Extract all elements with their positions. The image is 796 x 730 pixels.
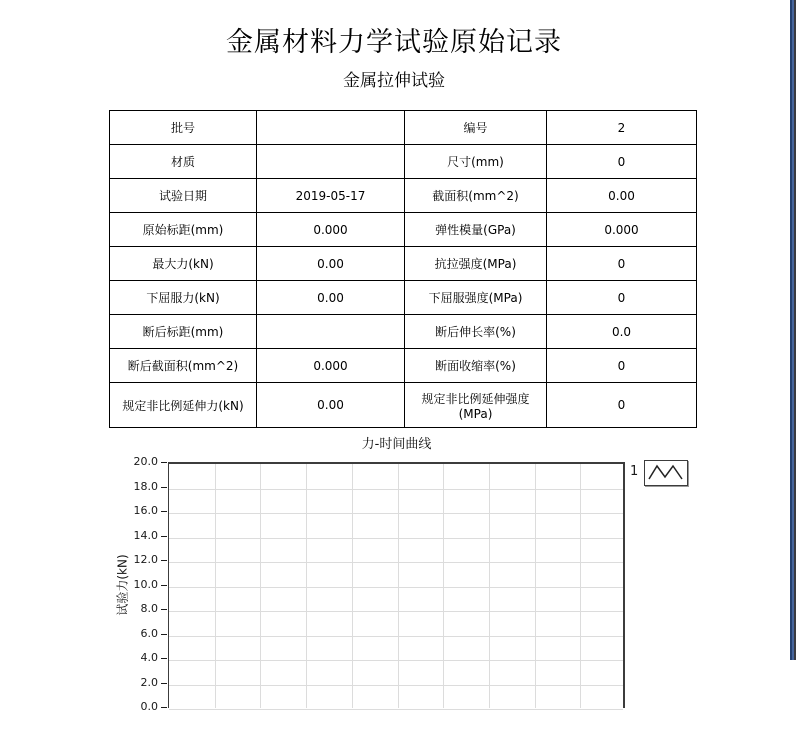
table-row <box>110 247 697 281</box>
y-gridline <box>169 660 623 661</box>
y-gridline <box>169 611 623 612</box>
table-cell-label: 抗拉强度(MPa) <box>405 247 547 281</box>
table-row <box>110 213 697 247</box>
table-cell-value: 0 <box>547 383 697 428</box>
table-cell-value <box>257 315 405 349</box>
table-cell-value: 0.00 <box>257 383 405 428</box>
x-gridline <box>535 464 536 708</box>
table-cell-label: 断后标距(mm) <box>110 315 257 349</box>
x-gridline <box>306 464 307 708</box>
table-cell-value: 2 <box>547 111 697 145</box>
y-gridline <box>169 709 623 710</box>
y-gridline <box>169 538 623 539</box>
y-tick-label: 0.0 <box>140 700 158 713</box>
y-tick-mark <box>161 585 167 586</box>
chart-title: 力-时间曲线 <box>361 437 432 452</box>
y-gridline <box>169 636 623 637</box>
zigzag-line-icon <box>645 461 687 485</box>
table-cell-value: 0.00 <box>257 281 405 315</box>
y-tick-label: 2.0 <box>140 676 158 689</box>
x-gridline <box>260 464 261 708</box>
table-cell-label: 材质 <box>110 145 257 179</box>
table-cell-value: 0.0 <box>547 315 697 349</box>
table-row <box>110 145 697 179</box>
y-tick-label: 18.0 <box>133 480 158 493</box>
y-tick-mark <box>161 487 167 488</box>
table-cell-label: 下屈服力(kN) <box>110 281 257 315</box>
table-cell-value: 0.00 <box>547 179 697 213</box>
table-cell-label: 最大力(kN) <box>110 247 257 281</box>
y-gridline <box>169 587 623 588</box>
table-cell-label: 断面收缩率(%) <box>405 349 547 383</box>
legend-series-label: 1 <box>630 464 639 479</box>
y-tick-mark <box>161 658 167 659</box>
y-tick-label: 4.0 <box>140 651 158 664</box>
table-cell-value: 0.000 <box>257 349 405 383</box>
y-gridline <box>169 489 623 490</box>
y-tick-label: 12.0 <box>133 553 158 566</box>
table-cell-label: 断后伸长率(%) <box>405 315 547 349</box>
y-tick-label: 16.0 <box>133 504 158 517</box>
table-row <box>110 281 697 315</box>
test-record-table <box>109 110 697 428</box>
y-gridline <box>169 685 623 686</box>
table-cell-value: 2019-05-17 <box>257 179 405 213</box>
x-gridline <box>580 464 581 708</box>
y-tick-mark <box>161 707 167 708</box>
chart-plot-area <box>168 462 625 708</box>
table-cell-label: 弹性模量(GPa) <box>405 213 547 247</box>
force-time-chart <box>0 430 796 730</box>
page-subtitle: 金属拉伸试验 <box>343 71 445 91</box>
table-row <box>110 383 697 428</box>
y-tick-label: 10.0 <box>133 578 158 591</box>
x-gridline <box>398 464 399 708</box>
table-cell-label: 规定非比例延伸强度(MPa) <box>405 383 547 428</box>
table-row <box>110 179 697 213</box>
table-cell-label: 规定非比例延伸力(kN) <box>110 383 257 428</box>
x-gridline <box>215 464 216 708</box>
table-row <box>110 349 697 383</box>
y-tick-label: 6.0 <box>140 627 158 640</box>
table-cell-label: 批号 <box>110 111 257 145</box>
y-tick-mark <box>161 634 167 635</box>
table-cell-label: 截面积(mm^2) <box>405 179 547 213</box>
table-cell-value: 0.000 <box>547 213 697 247</box>
table-cell-label: 编号 <box>405 111 547 145</box>
chart-y-axis-label: 试验力(kN) <box>115 554 130 616</box>
table-cell-value: 0 <box>547 247 697 281</box>
table-cell-value: 0.000 <box>257 213 405 247</box>
table-cell-label: 断后截面积(mm^2) <box>110 349 257 383</box>
y-gridline <box>169 513 623 514</box>
y-tick-label: 20.0 <box>133 455 158 468</box>
table-cell-value: 0 <box>547 145 697 179</box>
x-gridline <box>443 464 444 708</box>
y-tick-mark <box>161 560 167 561</box>
legend-line-style-box[interactable] <box>644 460 688 486</box>
y-tick-label: 14.0 <box>133 529 158 542</box>
table-cell-label: 试验日期 <box>110 179 257 213</box>
table-cell-value <box>257 145 405 179</box>
window-right-edge <box>790 0 796 660</box>
table-cell-label: 下屈服强度(MPa) <box>405 281 547 315</box>
table-row <box>110 315 697 349</box>
x-gridline <box>489 464 490 708</box>
y-gridline <box>169 562 623 563</box>
table-row <box>110 111 697 145</box>
x-gridline <box>352 464 353 708</box>
table-cell-label: 尺寸(mm) <box>405 145 547 179</box>
table-cell-value: 0.00 <box>257 247 405 281</box>
y-tick-mark <box>161 536 167 537</box>
y-tick-mark <box>161 683 167 684</box>
y-tick-mark <box>161 511 167 512</box>
table-cell-value: 0 <box>547 281 697 315</box>
y-tick-mark <box>161 609 167 610</box>
table-cell-value <box>257 111 405 145</box>
table-cell-label: 原始标距(mm) <box>110 213 257 247</box>
page-title: 金属材料力学试验原始记录 <box>226 27 562 58</box>
y-tick-mark <box>161 462 167 463</box>
table-cell-value: 0 <box>547 349 697 383</box>
y-tick-label: 8.0 <box>140 602 158 615</box>
